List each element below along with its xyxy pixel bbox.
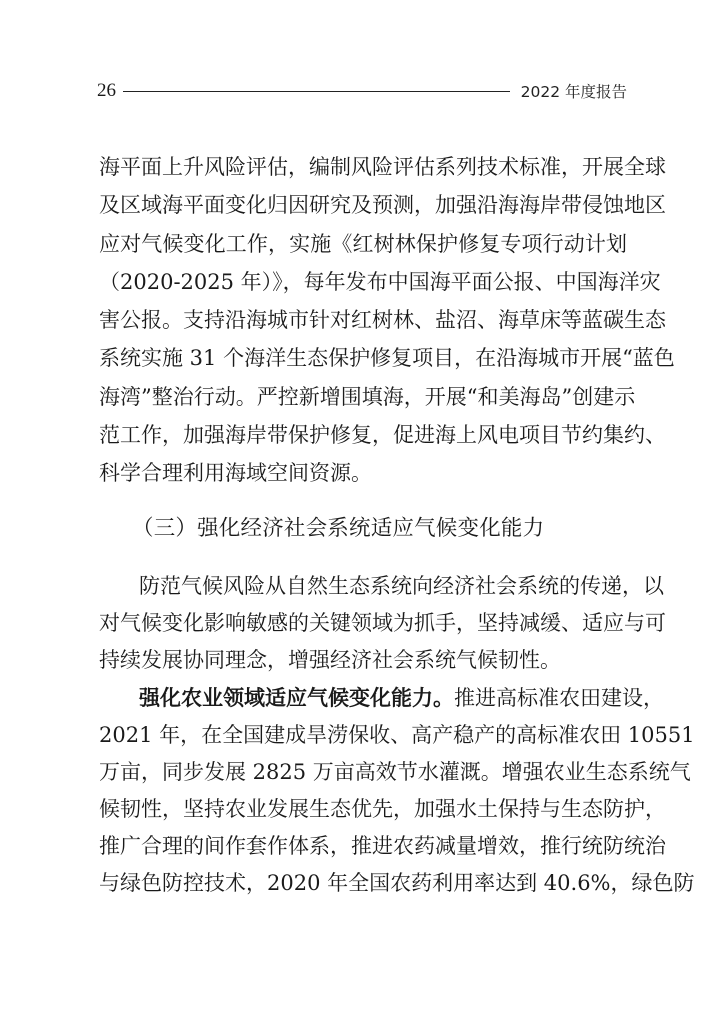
text-fragment: 推进高标准农田建设， bbox=[454, 685, 664, 710]
text-line-with-lead bbox=[99, 680, 664, 717]
text-line: 应对气候变化工作，实施《红树林保护修复专项行动计划 bbox=[99, 231, 627, 256]
text-line: 2021 年，在全国建成旱涝保收、高产稳产的高标准农田 10551 bbox=[99, 722, 695, 747]
text-line: 及区域海平面变化归因研究及预测，加强沿海海岸带侵蚀地区 bbox=[99, 193, 666, 218]
text-line: 范工作，加强海岸带保护修复，促进海上风电项目节约集约、 bbox=[99, 423, 666, 448]
report-title: 2022 年度报告 bbox=[520, 83, 627, 101]
text-line: 持续发展协同理念，增强经济社会系统气候韧性。 bbox=[99, 648, 561, 673]
text-line: 对气候变化影响敏感的关键领域为抓手，坚持减缓、适应与可 bbox=[99, 611, 666, 636]
text-line: 系统实施 31 个海洋生态保护修复项目，在沿海城市开展“蓝色 bbox=[99, 346, 675, 371]
text-line: 候韧性，坚持农业发展生态优先，加强水土保持与生态防护， bbox=[99, 796, 666, 821]
section-heading: （三）强化经济社会系统适应气候变化能力 bbox=[132, 516, 545, 541]
paragraph-agriculture bbox=[99, 680, 695, 903]
paragraph-sea-level bbox=[99, 148, 675, 493]
header-rule bbox=[123, 91, 510, 92]
text-line: 害公报。支持沿海城市针对红树林、盐沼、海草床等蓝碳生态 bbox=[99, 308, 666, 333]
page-header bbox=[97, 80, 627, 104]
text-line: 海平面上升风险评估，编制风险评估系列技术标准，开展全球 bbox=[99, 155, 666, 179]
text-line: 科学合理利用海域空间资源。 bbox=[99, 461, 372, 486]
text-line: （2020-2025 年）》，每年发布中国海平面公报、中国海洋灾 bbox=[99, 269, 661, 294]
text-line: 万亩，同步发展 2825 万亩高效节水灌溉。增强农业生态系统气 bbox=[99, 759, 691, 784]
paragraph-intro bbox=[99, 568, 666, 679]
text-line: 海湾”整治行动。严控新增围填海，开展“和美海岛”创建示 bbox=[99, 384, 636, 409]
text-line: 推广合理的间作套作体系，推进农药减量增效，推行统防统治 bbox=[99, 833, 666, 858]
text-line: 防范气候风险从自然生态系统向经济社会系统的传递，以 bbox=[139, 574, 664, 598]
text-line: 与绿色防控技术，2020 年全国农药利用率达到 40.6%，绿色防 bbox=[99, 870, 695, 895]
page-number: 26 bbox=[97, 80, 116, 101]
bold-lead-in: 强化农业领域适应气候变化能力。 bbox=[139, 685, 454, 710]
